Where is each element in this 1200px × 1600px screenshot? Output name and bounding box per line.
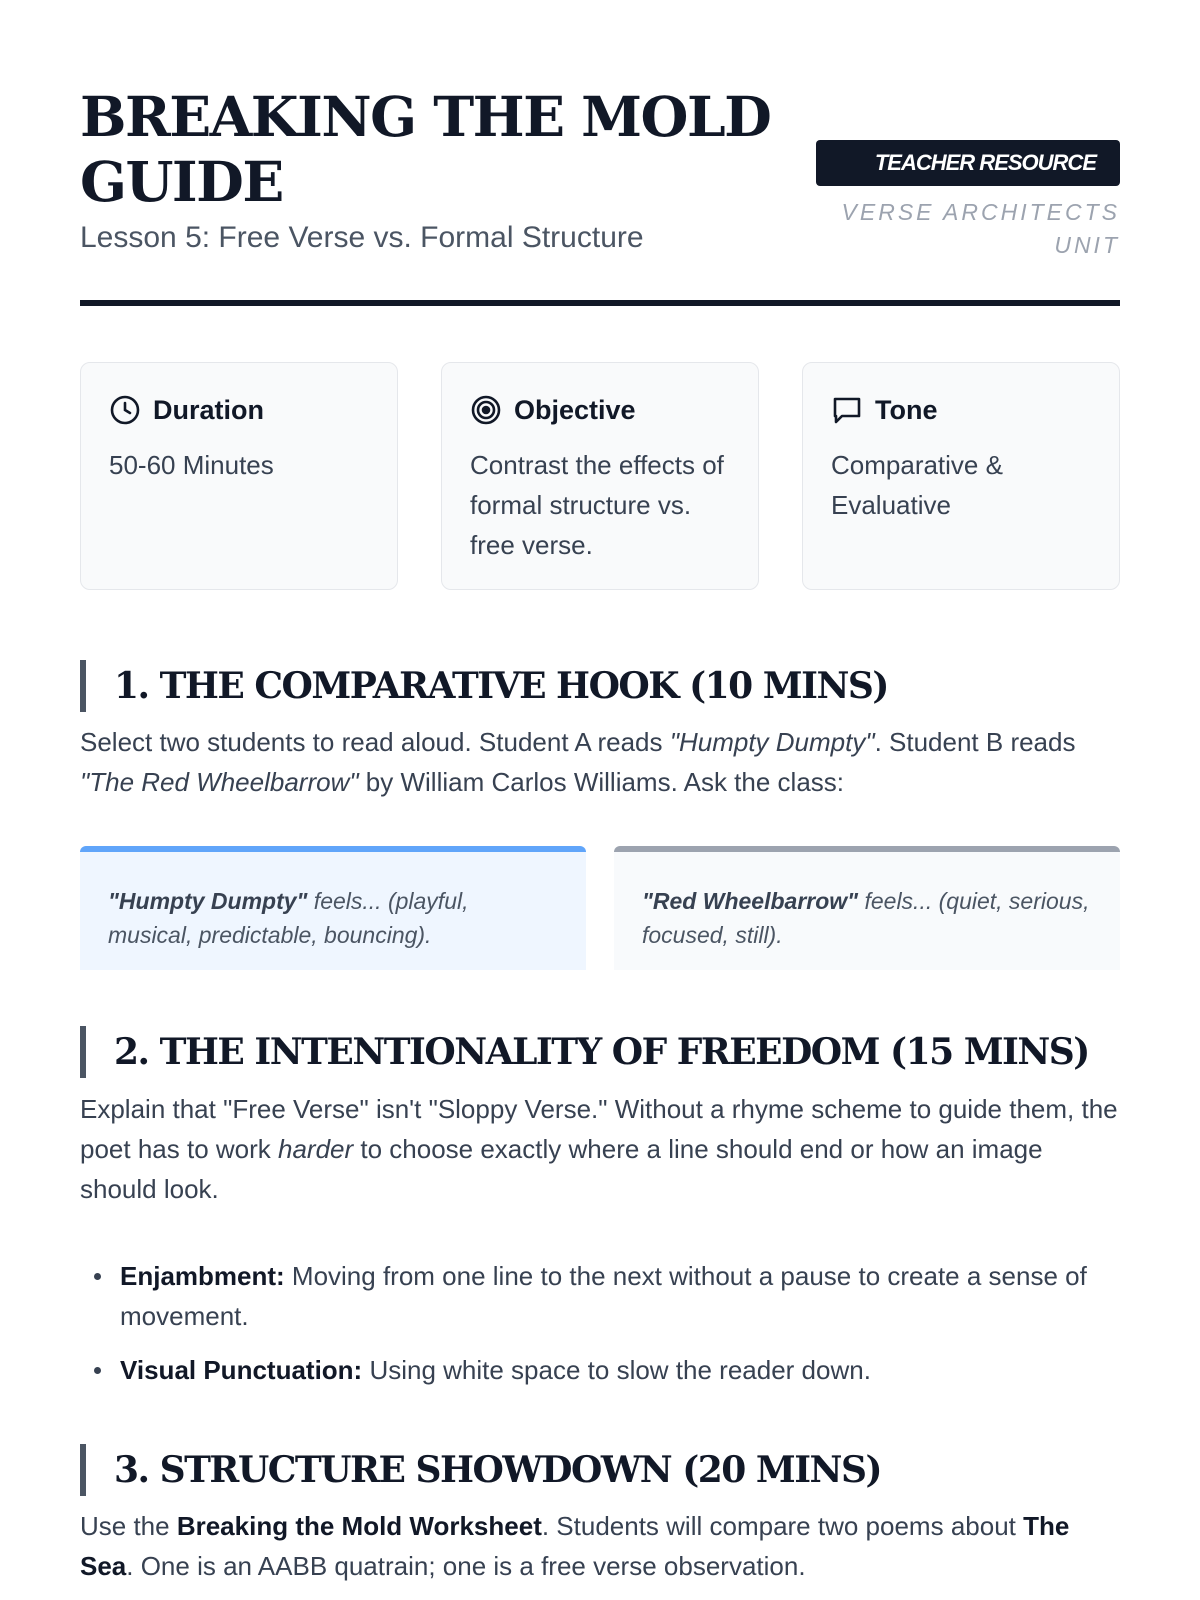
target-icon bbox=[470, 394, 502, 426]
poem-a-title: "Humpty Dumpty" bbox=[669, 727, 875, 757]
duration-title: Duration bbox=[153, 394, 264, 425]
comparison-quotes bbox=[80, 846, 1120, 970]
duration-value: 50-60 Minutes bbox=[109, 450, 274, 480]
list-item-visual-punctuation: Visual Punctuation: Using white space to slow the reader down. bbox=[120, 1350, 1160, 1390]
teacher-resource-badge: TEACHER RESOURCE bbox=[816, 140, 1120, 186]
section-3-heading: 3. STRUCTURE SHOWDOWN (20 MINS) bbox=[80, 1444, 881, 1496]
section-2-intro: Explain that "Free Verse" isn't "Sloppy Verse." Without a rhyme scheme to guide them, the poet has to work harder to choose exactly where a line should end or how an image should look. bbox=[80, 1094, 1118, 1204]
objective-card bbox=[441, 362, 759, 590]
section-2-heading: 2. THE INTENTIONALITY OF FREEDOM (15 MINS) bbox=[80, 1026, 1089, 1078]
section-1-heading: 1. THE COMPARATIVE HOOK (10 MINS) bbox=[80, 660, 888, 712]
lesson-info-cards bbox=[80, 362, 1120, 590]
page-header bbox=[80, 0, 1120, 306]
speech-bubble-icon bbox=[831, 394, 863, 426]
tone-card bbox=[802, 362, 1120, 590]
list-item-enjambment: Enjambment: Moving from one line to the next without a pause to create a sense of movement. bbox=[120, 1256, 1160, 1336]
header-divider bbox=[80, 300, 1120, 306]
humpty-dumpty-quote: "Humpty Dumpty" feels... (playful, musical, predictable, bouncing). bbox=[80, 846, 586, 970]
objective-title: Objective bbox=[514, 394, 636, 425]
worksheet-name: Breaking the Mold Worksheet bbox=[176, 1511, 542, 1541]
section-3-intro: Use the Breaking the Mold Worksheet. Students will compare two poems about The Sea. One is an AABB quatrain; one is a free verse observation. bbox=[80, 1511, 1070, 1581]
page-title: BREAKING THE MOLD GUIDE bbox=[80, 84, 771, 214]
clock-icon bbox=[109, 394, 141, 426]
poem-b-title: "The Red Wheelbarrow" bbox=[80, 767, 359, 797]
unit-label: VERSE ARCHITECTS UNIT bbox=[841, 199, 1120, 258]
section-1-intro: Select two students to read aloud. Student A reads "Humpty Dumpty". Student B reads "The Red Wheelbarrow" by William Carlos Williams. Ask the class: bbox=[80, 727, 1076, 797]
tone-value: Comparative & Evaluative bbox=[831, 450, 1003, 520]
duration-card bbox=[80, 362, 398, 590]
technique-list bbox=[80, 1256, 1160, 1404]
tone-title: Tone bbox=[875, 394, 938, 425]
page-subtitle: Lesson 5: Free Verse vs. Formal Structure bbox=[80, 221, 644, 254]
objective-value: Contrast the effects of formal structure vs. free verse. bbox=[470, 450, 724, 560]
red-wheelbarrow-quote: "Red Wheelbarrow" feels... (quiet, serious, focused, still). bbox=[614, 846, 1120, 970]
